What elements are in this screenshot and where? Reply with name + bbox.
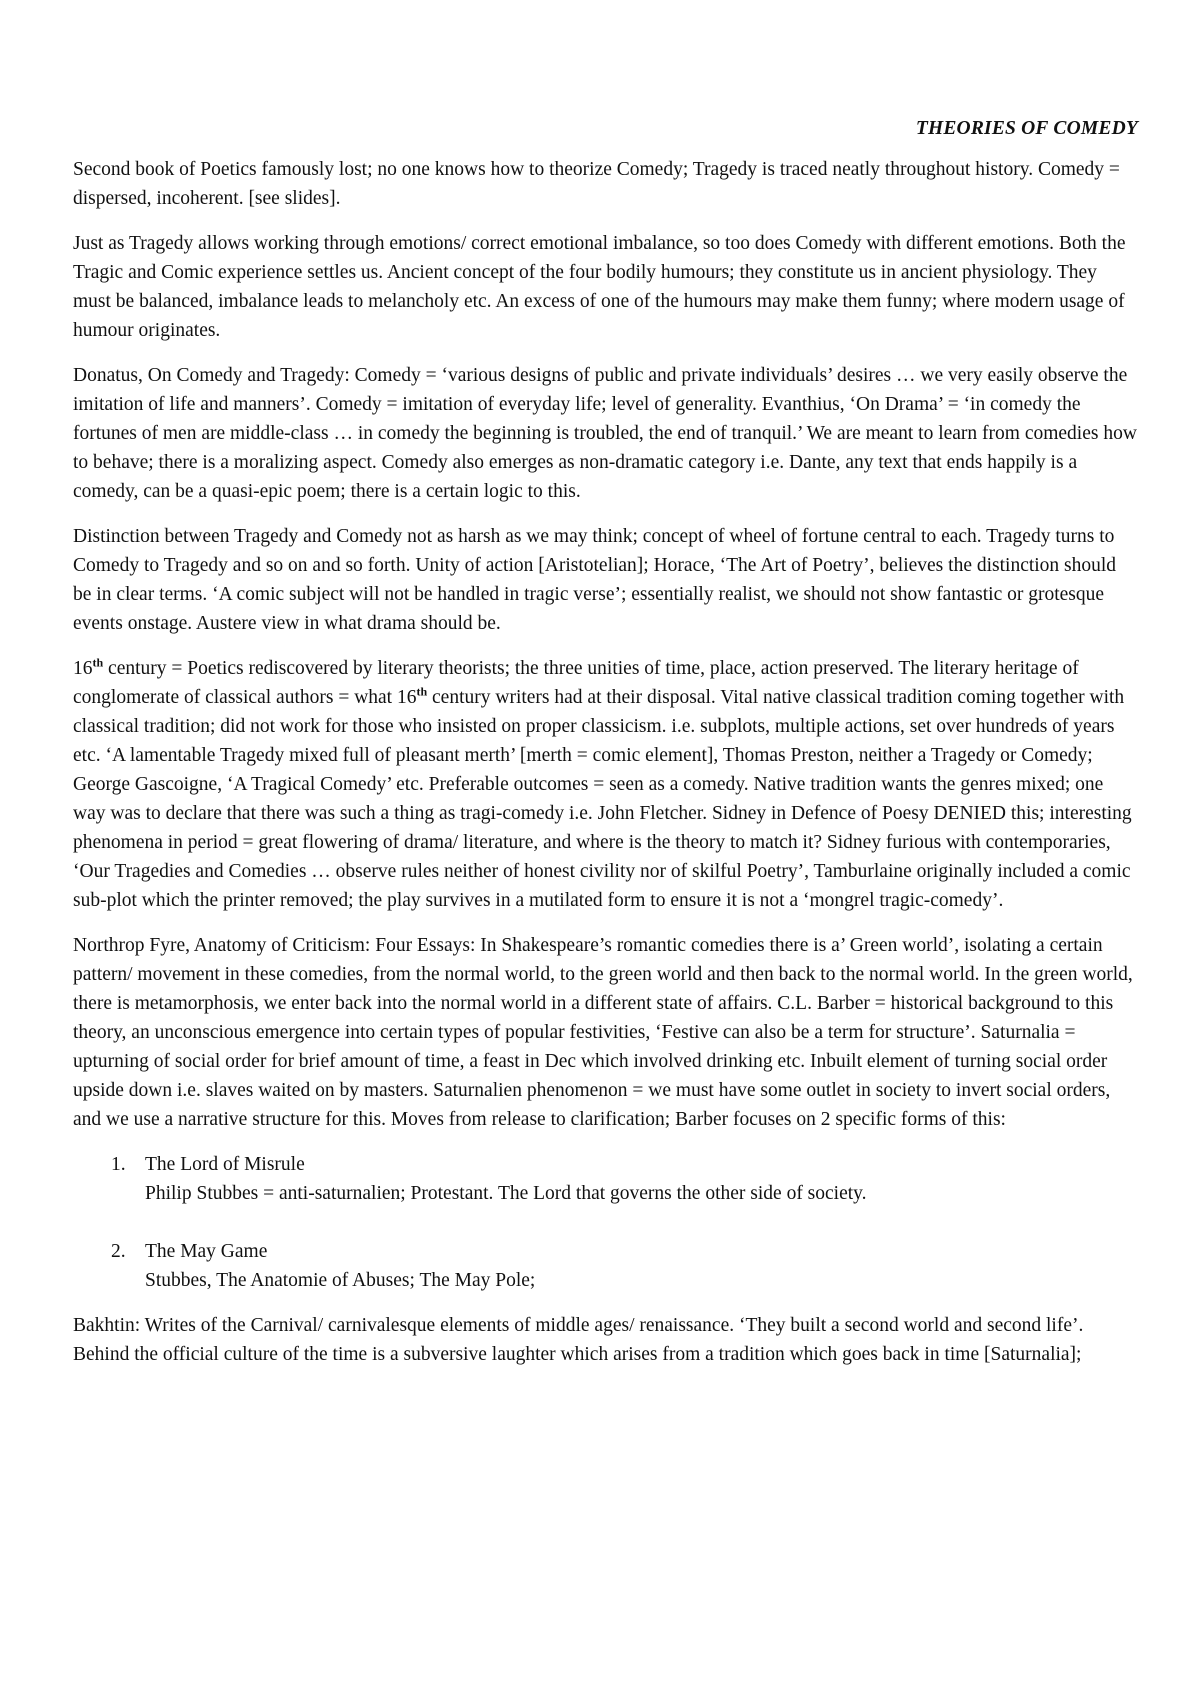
paragraph-bakhtin: Bakhtin: Writes of the Carnival/ carnivalesque elements of middle ages/ renaissance. ‘They built a second world and second life’. Behind the official culture of the time is a subversive laughter which arises from a tradition which goes back in time [Saturnalia]; bbox=[73, 1315, 1084, 1365]
text-segment: century = Poetics rediscovered by literary theorists; the three unities of time, place, action preserved. The literary heritage of conglomerate of classical authors = what 16 bbox=[73, 658, 1079, 708]
text-segment: century writers had at their disposal. Vital native classical tradition coming together with classical tradition; did not work for those who insisted on proper classicism. i.e. subplots, multiple actions, set over hundreds of years etc. ‘A lamentable Tragedy mixed full of pleasant merth’ [merth = comic element], Thomas Preston, neither a Tragedy or Comedy; George Gascoigne, ‘A Tragical Comedy’ etc. Preferable outcomes = seen as a comedy. Native tradition wants the genres mixed; one way was to declare that there was such a thing as tragi-comedy i.e. John Fletcher. Sidney in Defence of Poesy DENIED this; interesting phenomena in period = great flowering of drama/ literature, and where is the theory to match it? Sidney furious with contemporaries, ‘Our Tragedies and Comedies … observe rules neither of honest civility nor of skilful Poetry’, Tamburlaine originally included a comic sub-plot which the printer removed; the play survives in a mutilated form to ensure it is not a ‘mongrel tragic-comedy’. bbox=[73, 687, 1132, 911]
list-item-title: The May Game bbox=[145, 1241, 268, 1262]
list-item bbox=[73, 1237, 1138, 1295]
document-title: THEORIES OF COMEDY bbox=[915, 118, 1138, 139]
paragraph-donatus: Donatus, On Comedy and Tragedy: Comedy = ‘various designs of public and private individuals’ desires … we very easily observe the imitation of life and manners’. Comedy = imitation of everyday life; level of generality. Evanthius, ‘On Drama’ = ‘in comedy the fortunes of men are middle-class … in comedy the beginning is troubled, the end of tranquil.’ We are meant to learn from comedies how to behave; there is a moralizing aspect. Comedy also emerges as non-dramatic category i.e. Dante, any text that ends happily is a comedy, can be a quasi-epic poem; there is a certain logic to this. bbox=[73, 365, 1137, 502]
forms-list bbox=[73, 1150, 1138, 1295]
list-item-detail: Stubbes, The Anatomie of Abuses; The May Pole; bbox=[145, 1270, 536, 1291]
document-page bbox=[73, 118, 1138, 1385]
list-item-number: 2. bbox=[111, 1241, 126, 1262]
superscript: th bbox=[416, 684, 428, 699]
paragraph-humours: Just as Tragedy allows working through emotions/ correct emotional imbalance, so too does Comedy with different emotions. Both the Tragic and Comic experience settles us. Ancient concept of the four bodily humours; they constitute us in ancient physiology. They must be balanced, imbalance leads to melancholy etc. An excess of one of the humours may make them funny; where modern usage of humour originates. bbox=[73, 233, 1126, 341]
paragraph-northrop-fyre: Northrop Fyre, Anatomy of Criticism: Four Essays: In Shakespeare’s romantic comedies there is a’ Green world’, isolating a certain pattern/ movement in these comedies, from the normal world, to the green world and then back to the normal world. In the green world, there is metamorphosis, we enter back into the normal world in a different state of affairs. C.L. Barber = historical background to this theory, an unconscious emergence into certain types of popular festivities, ‘Festive can also be a term for structure’. Saturnalia = upturning of social order for brief amount of time, a feast in Dec which involved drinking etc. Inbuilt element of turning social order upside down i.e. slaves waited on by masters. Saturnalien phenomenon = we must have some outlet in society to invert social orders, and we use a narrative structure for this. Moves from release to clarification; Barber focuses on 2 specific forms of this: bbox=[73, 935, 1133, 1130]
paragraph-16th-century bbox=[73, 654, 1138, 915]
list-item-number: 1. bbox=[111, 1154, 126, 1175]
paragraph-distinction: Distinction between Tragedy and Comedy not as harsh as we may think; concept of wheel of fortune central to each. Tragedy turns to Comedy to Tragedy and so on and so forth. Unity of action [Aristotelian]; Horace, ‘The Art of Poetry’, believes the distinction should be in clear terms. ‘A comic subject will not be handled in tragic verse’; essentially realist, we should not show fantastic or grotesque events onstage. Austere view in what drama should be. bbox=[73, 526, 1117, 634]
paragraph-poetics-lost: Second book of Poetics famously lost; no one knows how to theorize Comedy; Tragedy is traced neatly throughout history. Comedy = dispersed, incoherent. [see slides]. bbox=[73, 159, 1120, 209]
list-item bbox=[73, 1150, 1138, 1208]
list-item-detail: Philip Stubbes = anti-saturnalien; Protestant. The Lord that governs the other side of society. bbox=[145, 1183, 867, 1204]
text-segment: 16 bbox=[73, 658, 93, 679]
list-item-title: The Lord of Misrule bbox=[145, 1154, 305, 1175]
superscript: th bbox=[92, 655, 104, 670]
